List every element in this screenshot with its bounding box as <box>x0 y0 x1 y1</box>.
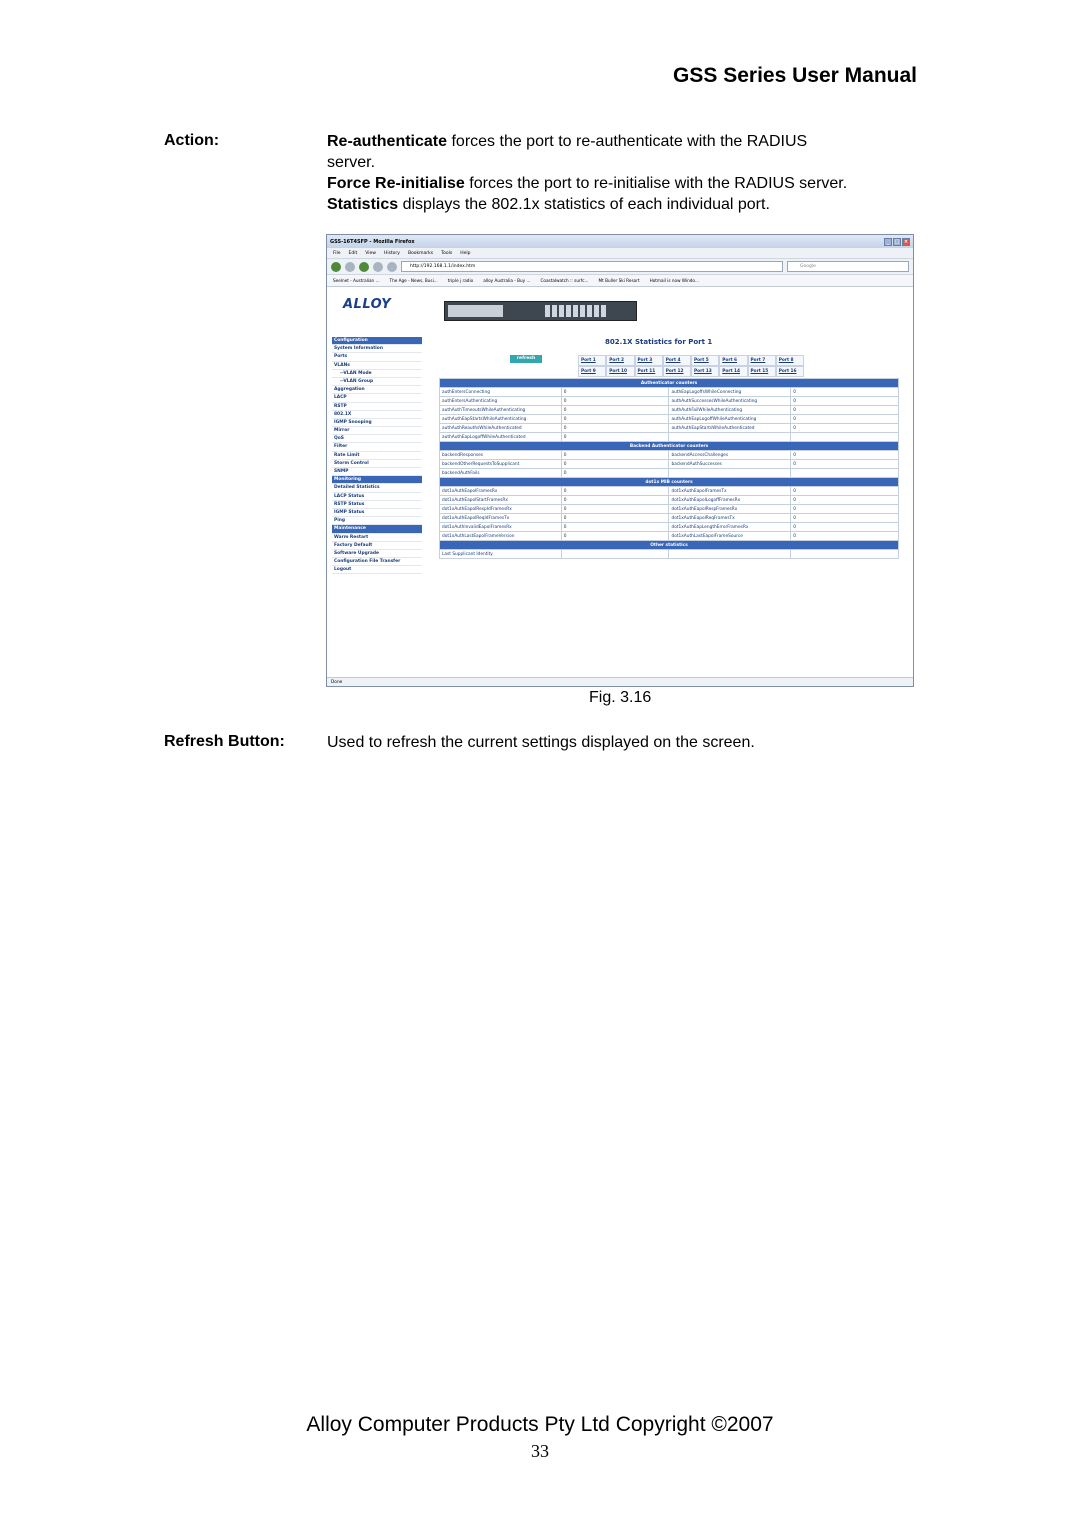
bookmarks-bar <box>327 275 913 287</box>
counter-name: dot1xAuthInvalidEapolFramesRx <box>440 523 562 532</box>
port-link[interactable]: Port 5 <box>691 355 719 366</box>
refresh-button[interactable]: refresh <box>510 355 542 363</box>
counter-value: 0 <box>791 505 899 514</box>
bookmark-link[interactable]: Hotmail is now Windo... <box>649 278 699 283</box>
sidebar-item[interactable]: Factory Default <box>332 542 422 550</box>
table-row <box>440 397 899 406</box>
section-header-row <box>440 541 899 550</box>
sidebar-item[interactable]: Ports <box>332 353 422 361</box>
search-input[interactable]: Google <box>787 261 909 272</box>
counter-value: 0 <box>561 388 669 397</box>
table-row <box>440 406 899 415</box>
counter-name: dot1xAuthEapolFramesRx <box>440 487 562 496</box>
page-number: 33 <box>531 1441 549 1461</box>
counter-name: backendResponses <box>440 451 562 460</box>
counter-value: 0 <box>791 415 899 424</box>
counter-name: backendAuthFails <box>440 469 562 478</box>
counter-value: 0 <box>791 451 899 460</box>
port-link[interactable]: Port 6 <box>719 355 747 366</box>
sidebar-section-header: Configuration <box>332 337 422 345</box>
port-link[interactable]: Port 10 <box>606 366 634 377</box>
counter-value: 0 <box>791 496 899 505</box>
menu-item[interactable]: File <box>333 250 341 256</box>
section-title: Other statistics <box>440 541 899 550</box>
refresh-button-label: Refresh Button: <box>164 733 285 750</box>
counter-value: 0 <box>561 451 669 460</box>
page-title: 802.1X Statistics for Port 1 <box>605 338 713 346</box>
sidebar-item[interactable]: Software Upgrade <box>332 550 422 558</box>
table-row <box>440 424 899 433</box>
counter-value: 0 <box>791 460 899 469</box>
sidebar-item[interactable]: Ping <box>332 517 422 525</box>
counter-value: 0 <box>791 514 899 523</box>
sidebar-item[interactable]: Detailed Statistics <box>332 484 422 492</box>
table-row <box>440 388 899 397</box>
port-link[interactable]: Port 1 <box>578 355 606 366</box>
table-row <box>440 523 899 532</box>
counter-name: dot1xAuthEapolStartFramesRx <box>440 496 562 505</box>
sidebar-item[interactable]: Logout <box>332 566 422 574</box>
counter-name: dot1xAuthEapolRespIdFramesRx <box>440 505 562 514</box>
action-line: Re-authenticate forces the port to re-authenticate with the RADIUS <box>327 133 808 150</box>
sidebar-item[interactable]: --VLAN Mode <box>332 370 422 378</box>
browser-title-bar <box>327 235 913 248</box>
action-description <box>327 131 927 215</box>
section-title: Authenticator counters <box>440 379 899 388</box>
home-icon[interactable] <box>387 262 397 272</box>
counter-name <box>669 469 791 478</box>
counter-value: 0 <box>791 532 899 541</box>
port-link[interactable]: Port 12 <box>663 366 691 377</box>
table-row <box>440 469 899 478</box>
counter-name <box>669 550 791 559</box>
counter-name: authEntersConnecting <box>440 388 562 397</box>
section-title: Backend Authenticator counters <box>440 442 899 451</box>
counter-value: 0 <box>561 532 669 541</box>
bookmark-link[interactable]: Seelnet - Australian ... <box>333 278 380 283</box>
port-link[interactable]: Port 11 <box>635 366 663 377</box>
sidebar-item[interactable]: RSTP <box>332 403 422 411</box>
bookmark-link[interactable]: Mt Buller Ski Resort <box>598 278 640 283</box>
address-bar[interactable]: http://192.168.1.1/index.htm <box>401 261 783 272</box>
sidebar-item[interactable]: 802.1X <box>332 411 422 419</box>
menu-item[interactable]: History <box>383 250 400 256</box>
counter-value: 0 <box>791 397 899 406</box>
bookmark-link[interactable]: Coastalwatch :: surfc... <box>540 278 589 283</box>
counter-value: 0 <box>791 487 899 496</box>
sidebar-item[interactable]: SNMP <box>332 468 422 476</box>
sidebar-item[interactable]: --VLAN Group <box>332 378 422 386</box>
table-row <box>440 496 899 505</box>
sidebar-item[interactable]: RSTP Status <box>332 501 422 509</box>
table-row <box>440 451 899 460</box>
counter-name: authAuthEapLogoffWhileAuthenticated <box>440 433 562 442</box>
counter-name: authAuthTimeoutsWhileAuthenticating <box>440 406 562 415</box>
copyright-footer: Alloy Computer Products Pty Ltd Copyright ©2007 <box>306 1413 774 1436</box>
port-link[interactable]: Port 3 <box>635 355 663 366</box>
counter-value: 0 <box>791 388 899 397</box>
sidebar-item[interactable]: Configuration File Transfer <box>332 558 422 566</box>
counter-name: dot1xAuthLastEapolFrameVersion <box>440 532 562 541</box>
port-link[interactable]: Port 7 <box>748 355 776 366</box>
counter-value: 0 <box>791 406 899 415</box>
sidebar-item[interactable]: VLANs <box>332 362 422 370</box>
counter-name: authAuthEapStartsWhileAuthenticating <box>440 415 562 424</box>
port-link[interactable]: Port 14 <box>719 366 747 377</box>
section-header-row <box>440 442 899 451</box>
back-icon[interactable] <box>331 262 341 272</box>
counter-value <box>791 433 899 442</box>
statistics-table <box>439 378 899 559</box>
counter-name: dot1xAuthEapolRespFramesRx <box>669 505 791 514</box>
counter-value: 0 <box>561 496 669 505</box>
sidebar-item[interactable]: Aggregation <box>332 386 422 394</box>
counter-name: authAuthFailWhileAuthenticating <box>669 406 791 415</box>
table-row <box>440 460 899 469</box>
menu-item[interactable]: Help <box>460 250 471 256</box>
sidebar-section-header: Maintenance <box>332 525 422 533</box>
bookmark-link[interactable]: The Age - News, Busi... <box>389 278 438 283</box>
counter-value: 0 <box>561 433 669 442</box>
figure-caption: Fig. 3.16 <box>589 689 652 706</box>
counter-name: dot1xAuthEapolReqFramesTx <box>669 514 791 523</box>
port-link[interactable]: Port 15 <box>748 366 776 377</box>
port-link[interactable]: Port 8 <box>776 355 804 366</box>
close-icon[interactable]: × <box>903 238 909 245</box>
counter-value: 0 <box>561 487 669 496</box>
menu-item[interactable]: Edit <box>348 250 358 256</box>
counter-value: 0 <box>561 523 669 532</box>
maximize-icon[interactable]: □ <box>894 238 900 245</box>
port-link[interactable]: Port 13 <box>691 366 719 377</box>
port-link[interactable]: Port 16 <box>776 366 804 377</box>
port-link[interactable]: Port 2 <box>606 355 634 366</box>
bookmark-link[interactable]: triple j radio <box>447 278 474 283</box>
counter-value: 0 <box>561 514 669 523</box>
table-row <box>440 532 899 541</box>
counter-name: Last Supplicant Identity <box>440 550 562 559</box>
browser-nav-bar <box>327 259 913 275</box>
sidebar-item[interactable]: System Information <box>332 345 422 353</box>
sidebar-item[interactable]: IGMP Snooping <box>332 419 422 427</box>
web-page-content <box>327 287 913 677</box>
action-line: server. <box>327 154 376 171</box>
counter-name: dot1xAuthEapolFramesTx <box>669 487 791 496</box>
browser-status-bar: Done <box>327 677 913 686</box>
port-selector <box>578 355 804 377</box>
sidebar-item[interactable]: QoS <box>332 435 422 443</box>
sidebar-item[interactable]: Filter <box>332 443 422 451</box>
counter-name: backendOtherRequestsToSupplicant <box>440 460 562 469</box>
table-row <box>440 505 899 514</box>
counter-name: dot1xAuthEapLengthErrorFramesRx <box>669 523 791 532</box>
counter-name: backendAuthSuccesses <box>669 460 791 469</box>
browser-title: GSS-16T4SFP - Mozilla Firefox <box>330 238 415 245</box>
table-row <box>440 550 899 559</box>
forward-icon[interactable] <box>345 262 355 272</box>
counter-value: 0 <box>561 424 669 433</box>
refresh-button-description: Used to refresh the current settings displayed on the screen. <box>327 734 755 751</box>
counter-value: 0 <box>561 415 669 424</box>
table-row <box>440 514 899 523</box>
sidebar-item[interactable]: Warm Restart <box>332 534 422 542</box>
counter-value: 0 <box>561 505 669 514</box>
sidebar-item[interactable]: LACP <box>332 394 422 402</box>
counter-value: 0 <box>561 469 669 478</box>
counter-name: authAuthEapLogoffWhileAuthenticating <box>669 415 791 424</box>
menu-item[interactable]: Bookmarks <box>407 250 434 256</box>
counter-name: dot1xAuthEapolLogoffFramesRx <box>669 496 791 505</box>
counter-name: dot1xAuthLastEapolFrameSource <box>669 532 791 541</box>
sidebar-item[interactable]: Storm Control <box>332 460 422 468</box>
counter-name: authAuthReauthsWhileAuthenticated <box>440 424 562 433</box>
counter-value: 0 <box>791 424 899 433</box>
alloy-logo: ALLOY <box>343 297 392 312</box>
action-label: Action: <box>164 132 220 149</box>
minimize-icon[interactable]: _ <box>884 238 892 246</box>
sidebar-item[interactable]: LACP Status <box>332 493 422 501</box>
browser-menu-bar <box>327 248 913 259</box>
action-line: Statistics displays the 802.1x statistics of each individual port. <box>327 196 770 213</box>
counter-value: 0 <box>561 460 669 469</box>
counter-name: authAuthSuccessesWhileAuthenticating <box>669 397 791 406</box>
counter-name <box>669 433 791 442</box>
section-header-row <box>440 478 899 487</box>
action-line: Force Re-initialise forces the port to re-initialise with the RADIUS server. <box>327 175 848 192</box>
counter-value <box>561 550 669 559</box>
sidebar-item[interactable]: IGMP Status <box>332 509 422 517</box>
sidebar-item[interactable]: Mirror <box>332 427 422 435</box>
counter-name: dot1xAuthEapolReqIdFramesTx <box>440 514 562 523</box>
manual-title: GSS Series User Manual <box>673 64 917 87</box>
sidebar-section-header: Monitoring <box>332 476 422 484</box>
browser-screenshot <box>326 234 914 687</box>
counter-value <box>791 550 899 559</box>
counter-name: authEntersAuthenticating <box>440 397 562 406</box>
sidebar-menu <box>332 337 422 574</box>
counter-value: 0 <box>791 523 899 532</box>
sidebar-item[interactable]: Rate Limit <box>332 452 422 460</box>
counter-value: 0 <box>561 397 669 406</box>
port-link[interactable]: Port 4 <box>663 355 691 366</box>
counter-value <box>791 469 899 478</box>
stop-icon[interactable] <box>373 262 383 272</box>
counter-name: backendAccessChallenges <box>669 451 791 460</box>
switch-device-image <box>444 301 637 321</box>
table-row <box>440 415 899 424</box>
counter-name: authEapLogoffsWhileConnecting <box>669 388 791 397</box>
port-link[interactable]: Port 9 <box>578 366 606 377</box>
section-header-row <box>440 379 899 388</box>
menu-item[interactable]: Tools <box>441 250 453 256</box>
table-row <box>440 487 899 496</box>
counter-name: authAuthEapStartsWhileAuthenticated <box>669 424 791 433</box>
section-title: dot1x MIB counters <box>440 478 899 487</box>
menu-item[interactable]: View <box>365 250 376 256</box>
reload-icon[interactable] <box>359 262 369 272</box>
bookmark-link[interactable]: alloy Australia - Buy ... <box>483 278 531 283</box>
table-row <box>440 433 899 442</box>
counter-value: 0 <box>561 406 669 415</box>
